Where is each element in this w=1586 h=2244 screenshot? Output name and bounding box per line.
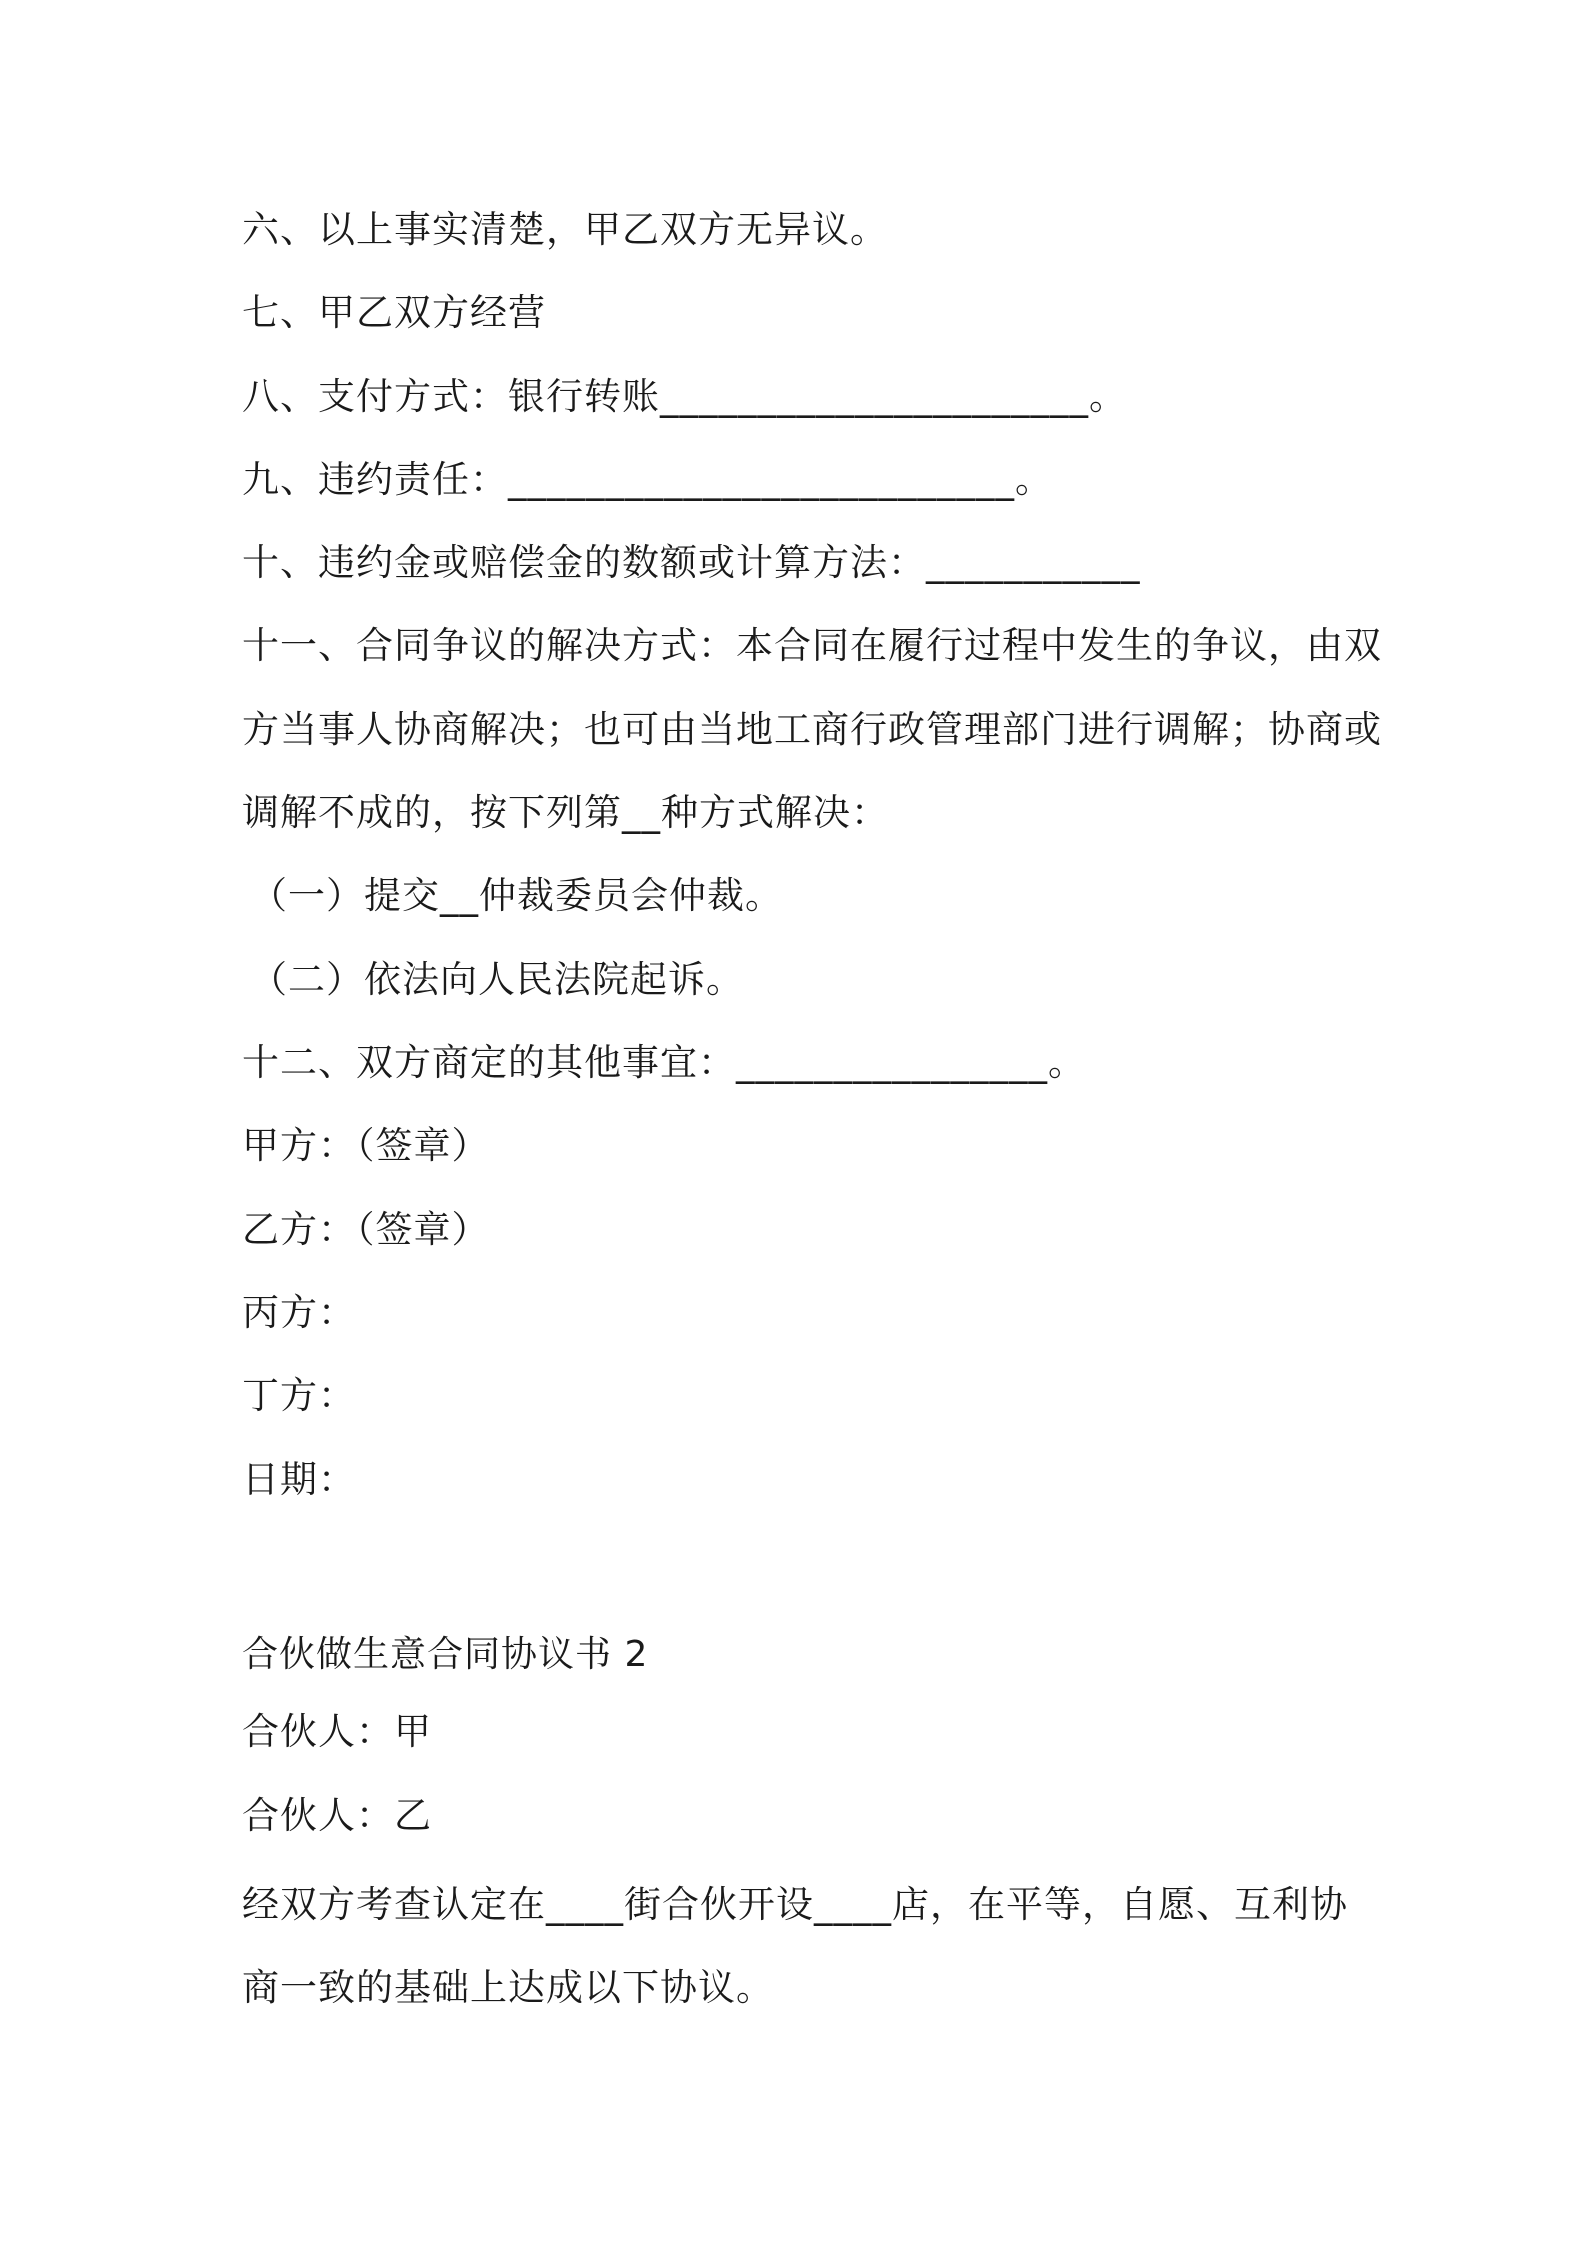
clause-11-line-1: 十一、合同争议的解决方式：本合同在履行过程中发生的争议，由双	[242, 624, 1382, 667]
intro-line-2: 商一致的基础上达成以下协议。	[242, 1966, 774, 2009]
clause-10-penalty: 十、违约金或赔偿金的数额或计算方法：___________	[242, 541, 1141, 584]
party-b-signature: 乙方：（签章）	[242, 1208, 490, 1251]
clause-11-line-3: 调解不成的，按下列第__种方式解决：	[242, 791, 889, 834]
partner-b: 合伙人：乙	[242, 1794, 432, 1837]
clause-9-liability: 九、违约责任：__________________________。	[242, 458, 1053, 501]
clause-12-other: 十二、双方商定的其他事宜：________________。	[242, 1041, 1086, 1084]
clause-11-option-1: （一）提交__仲裁委员会仲裁。	[250, 874, 783, 917]
clause-8-payment: 八、支付方式：银行转账______________________。	[242, 375, 1127, 418]
clause-7: 七、甲乙双方经营	[242, 291, 546, 334]
section-2-title: 合伙做生意合同协议书 2	[242, 1634, 649, 1675]
partner-a: 合伙人：甲	[242, 1710, 432, 1753]
clause-11-line-2: 方当事人协商解决；也可由当地工商行政管理部门进行调解；协商或	[242, 708, 1382, 751]
clause-6: 六、以上事实清楚，甲乙双方无异议。	[242, 208, 888, 251]
intro-line-1: 经双方考查认定在____街合伙开设____店，在平等，自愿、互利协	[242, 1883, 1348, 1926]
party-d: 丁方：	[242, 1374, 356, 1417]
date-label: 日期：	[242, 1458, 356, 1501]
party-a-signature: 甲方：（签章）	[242, 1124, 490, 1167]
party-c: 丙方：	[242, 1291, 356, 1334]
clause-11-option-2: （二）依法向人民法院起诉。	[250, 958, 744, 1001]
